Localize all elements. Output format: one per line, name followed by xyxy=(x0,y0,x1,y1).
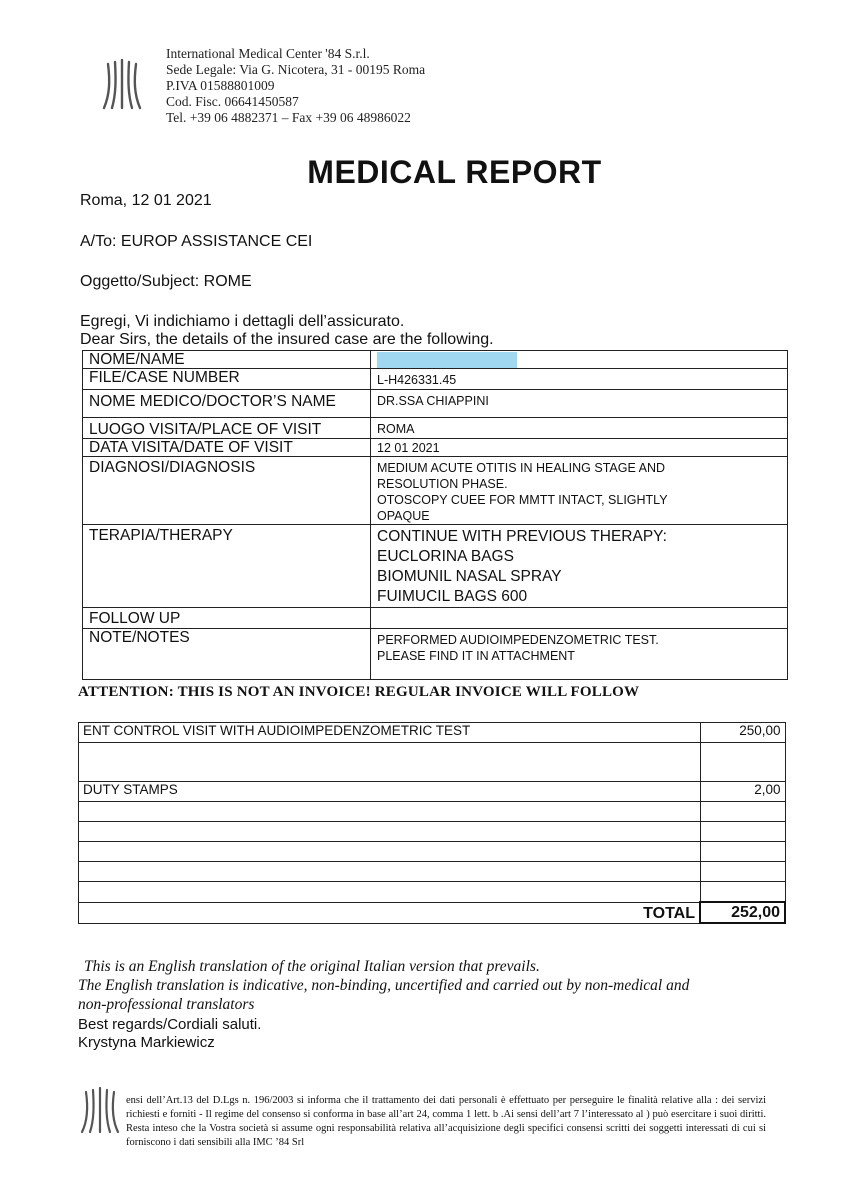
invoice-description xyxy=(79,802,701,822)
date-line: Roma, 12 01 2021 xyxy=(80,192,212,209)
translation-note-line: non-professional translators xyxy=(78,996,255,1013)
table-row xyxy=(83,608,788,629)
invoice-row xyxy=(79,862,786,882)
doctor-name-label: NOME MEDICO/DOCTOR’S NAME xyxy=(83,390,371,418)
diagnosis-line: MEDIUM ACUTE OTITIS IN HEALING STAGE AND xyxy=(377,461,666,475)
invoice-amount xyxy=(700,882,785,903)
invoice-amount xyxy=(700,743,785,782)
translation-note-line: The English translation is indicative, non-binding, uncertified and carried out by non-medical and xyxy=(78,977,690,994)
invoice-row xyxy=(79,842,786,862)
name-value xyxy=(371,351,788,369)
diagnosis-line: RESOLUTION PHASE. xyxy=(377,477,508,491)
invoice-description xyxy=(79,743,701,782)
name-label: NOME/NAME xyxy=(83,351,371,369)
recipient-line: A/To: EUROP ASSISTANCE CEI xyxy=(80,233,313,250)
company-logo-icon xyxy=(100,58,144,110)
company-line: Cod. Fisc. 06641450587 xyxy=(166,94,299,109)
invoice-description xyxy=(79,842,701,862)
diagnosis-line: OTOSCOPY CUEE FOR MMTT INTACT, SLIGHTLY xyxy=(377,493,668,507)
invoice-amount xyxy=(700,842,785,862)
translation-note-line: This is an English translation of the original Italian version that prevails. xyxy=(84,958,540,975)
place-of-visit-value: ROMA xyxy=(371,418,788,439)
redacted-name xyxy=(377,352,517,368)
follow-up-label: FOLLOW UP xyxy=(83,608,371,629)
table-row xyxy=(83,351,788,369)
invoice-row xyxy=(79,723,786,743)
subject-line: Oggetto/Subject: ROME xyxy=(80,273,252,290)
invoice-amount xyxy=(700,862,785,882)
invoice-description: DUTY STAMPS xyxy=(79,782,701,802)
table-row xyxy=(83,525,788,608)
company-line: Sede Legale: Via G. Nicotera, 31 - 00195 Roma xyxy=(166,62,426,77)
total-label: TOTAL xyxy=(79,902,701,923)
invoice-description xyxy=(79,862,701,882)
invoice-amount xyxy=(700,822,785,842)
invoice-description: ENT CONTROL VISIT WITH AUDIOIMPEDENZOMETRIC TEST xyxy=(79,723,701,743)
greeting-italian: Egregi, Vi indichiamo i dettagli dell’assicurato. xyxy=(80,313,405,330)
table-row xyxy=(83,457,788,525)
table-row xyxy=(83,418,788,439)
table-row xyxy=(83,390,788,418)
notes-label: NOTE/NOTES xyxy=(83,629,371,680)
company-line: Tel. +39 06 4882371 – Fax +39 06 48986022 xyxy=(166,110,411,125)
company-info xyxy=(166,46,425,126)
diagnosis-value xyxy=(371,457,788,525)
date-of-visit-label: DATA VISITA/DATE OF VISIT xyxy=(83,439,371,457)
notes-value xyxy=(371,629,788,680)
invoice-row xyxy=(79,822,786,842)
case-number-label: FILE/CASE NUMBER xyxy=(83,369,371,390)
invoice-description xyxy=(79,822,701,842)
invoice-warning: ATTENTION: THIS IS NOT AN INVOICE! REGULAR INVOICE WILL FOLLOW xyxy=(78,684,640,700)
footer-logo-icon xyxy=(78,1086,122,1134)
total-value: 252,00 xyxy=(700,902,785,923)
therapy-line: BIOMUNIL NASAL SPRAY xyxy=(377,568,562,585)
greeting-english: Dear Sirs, the details of the insured case are the following. xyxy=(80,331,494,348)
invoice-amount xyxy=(700,802,785,822)
page-title: MEDICAL REPORT xyxy=(307,154,602,190)
invoice-amount: 2,00 xyxy=(700,782,785,802)
invoice-row xyxy=(79,882,786,903)
place-of-visit-label: LUOGO VISITA/PLACE OF VISIT xyxy=(83,418,371,439)
signature: Krystyna Markiewicz xyxy=(78,1034,215,1051)
invoice-total-row xyxy=(79,902,786,923)
diagnosis-line: OPAQUE xyxy=(377,509,430,523)
therapy-line: EUCLORINA BAGS xyxy=(377,548,514,565)
invoice-row xyxy=(79,743,786,782)
table-row xyxy=(83,369,788,390)
table-row xyxy=(83,629,788,680)
notes-line: PERFORMED AUDIOIMPEDENZOMETRIC TEST. xyxy=(377,633,659,647)
therapy-label: TERAPIA/THERAPY xyxy=(83,525,371,608)
invoice-row xyxy=(79,782,786,802)
company-line: International Medical Center '84 S.r.l. xyxy=(166,46,370,61)
invoice-amount: 250,00 xyxy=(700,723,785,743)
invoice-description xyxy=(79,882,701,903)
case-number-value: L-H426331.45 xyxy=(371,369,788,390)
notes-line: PLEASE FIND IT IN ATTACHMENT xyxy=(377,649,575,663)
invoice-row xyxy=(79,802,786,822)
diagnosis-label: DIAGNOSI/DIAGNOSIS xyxy=(83,457,371,525)
company-line: P.IVA 01588801009 xyxy=(166,78,275,93)
case-details-table xyxy=(82,350,788,680)
follow-up-value xyxy=(371,608,788,629)
closing: Best regards/Cordiali saluti. xyxy=(78,1016,262,1033)
doctor-name-value: DR.SSA CHIAPPINI xyxy=(371,390,788,418)
privacy-footer: ensi dell’Art.13 del D.Lgs n. 196/2003 si informa che il trattamento dei dati personali è effettuato per perseguire le finalità relative alla : dei servizi richiesti e forniti - Il regime del consenso si conforma in base all’art 24, comma 1 lett. b .Ai sensi dell’art 7 l’interessato al ) può esercitare i suoi diritti. Resta inteso che la Vostra società si assume ogni responsabilità relativa all’acquisizione degli specifici consensi scritti dei soggetti interessati di cui si forniscono i dati sensibili alla IMC ’84 Srl xyxy=(126,1095,766,1148)
invoice-table xyxy=(78,722,786,924)
therapy-line: CONTINUE WITH PREVIOUS THERAPY: xyxy=(377,528,667,545)
therapy-line: FUIMUCIL BAGS 600 xyxy=(377,588,528,605)
date-of-visit-value: 12 01 2021 xyxy=(371,439,788,457)
table-row xyxy=(83,439,788,457)
therapy-value xyxy=(371,525,788,608)
